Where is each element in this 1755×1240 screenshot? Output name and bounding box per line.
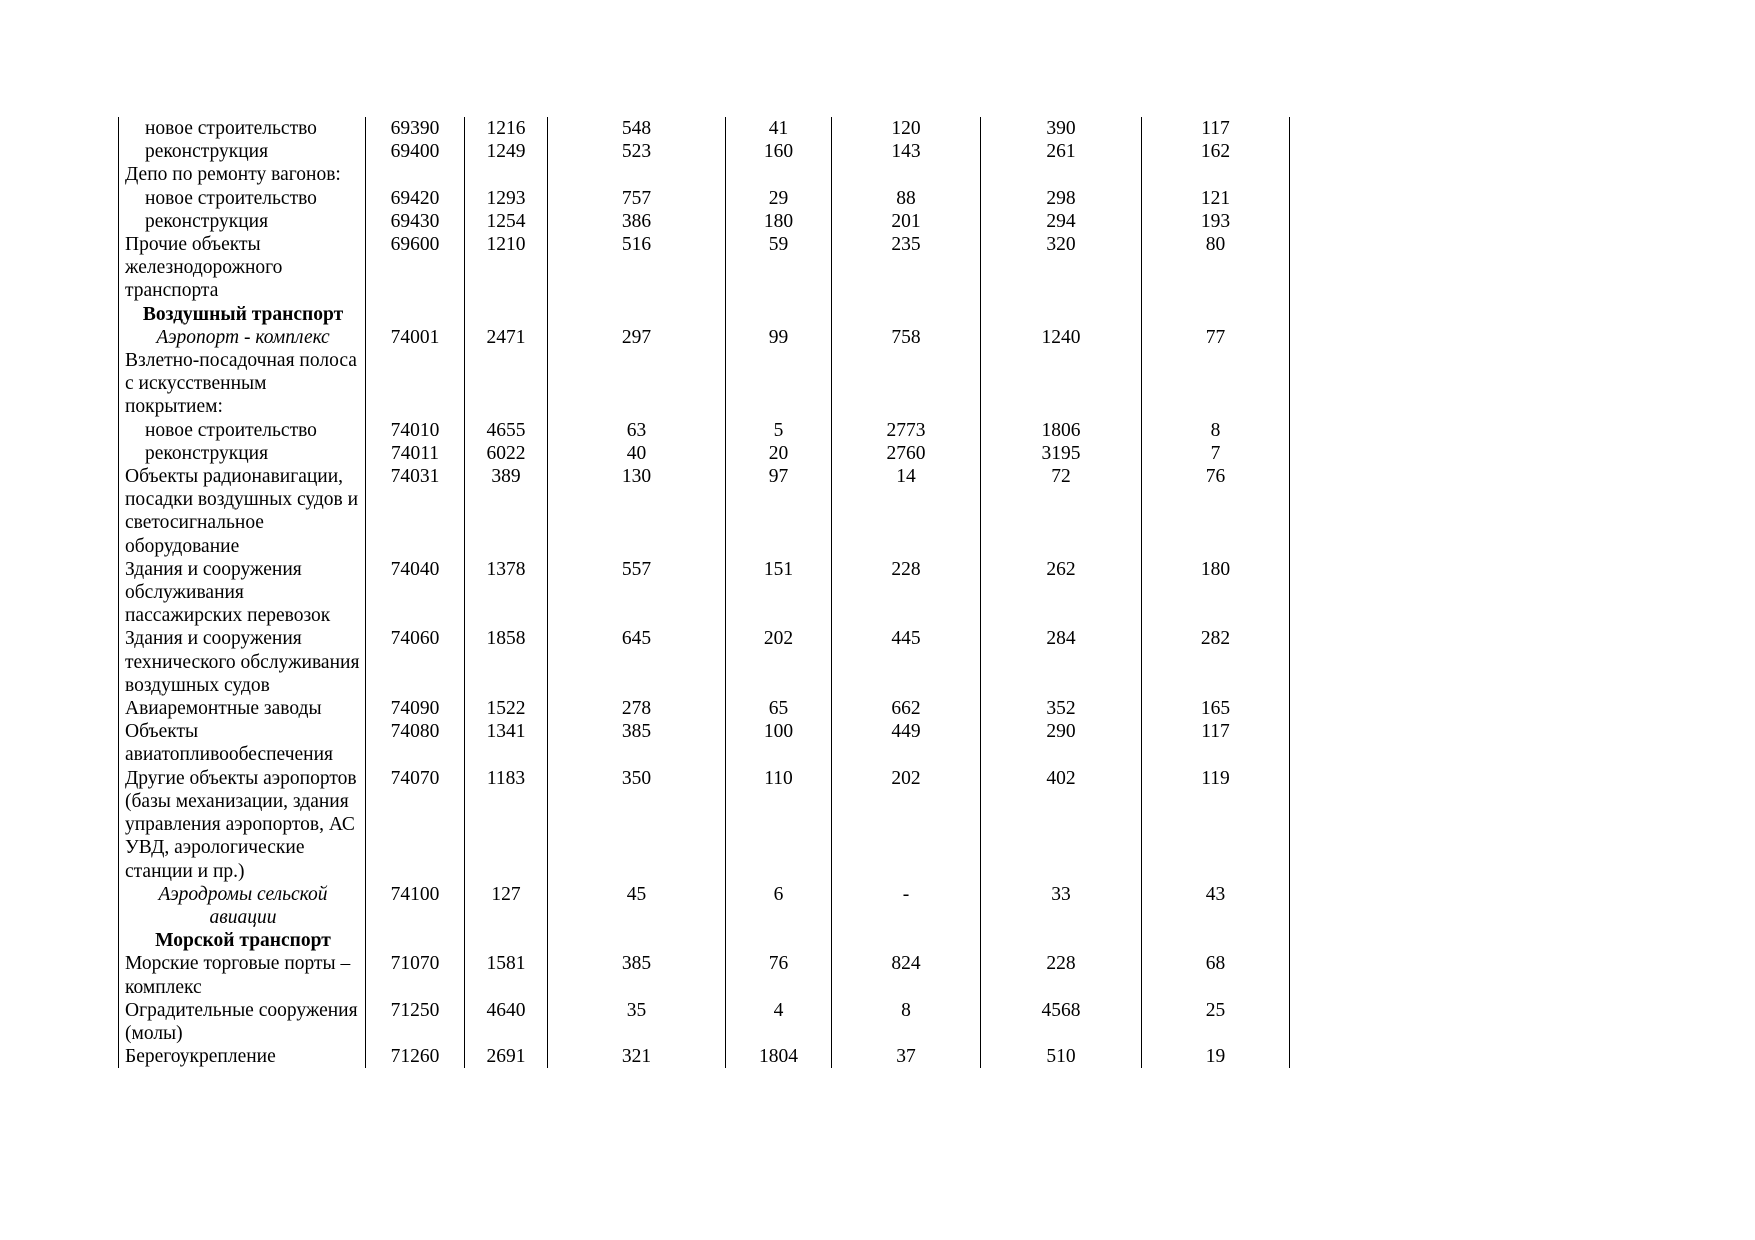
- table-row: [119, 999, 1292, 1045]
- value-cell: 180: [726, 210, 832, 233]
- value-cell: [1142, 929, 1290, 952]
- value-cell: 88: [832, 187, 981, 210]
- value-cell: 8: [1142, 419, 1290, 442]
- value-cell: 77: [1142, 326, 1290, 349]
- table-row: [119, 326, 1292, 349]
- table-row: [119, 952, 1292, 998]
- object-name-cell: Морские торговые порты – комплекс: [119, 952, 366, 998]
- value-cell: 97: [726, 465, 832, 558]
- value-cell: [366, 349, 465, 419]
- value-cell: 389: [465, 465, 548, 558]
- table-row: [119, 697, 1292, 720]
- value-cell: [465, 929, 548, 952]
- table-right-border: [1290, 233, 1292, 303]
- value-cell: 29: [726, 187, 832, 210]
- value-cell: 1581: [465, 952, 548, 998]
- value-cell: 557: [548, 558, 726, 628]
- value-cell: 69420: [366, 187, 465, 210]
- table-row: [119, 883, 1292, 929]
- value-cell: [366, 929, 465, 952]
- value-cell: [548, 349, 726, 419]
- value-cell: 523: [548, 140, 726, 163]
- value-cell: 294: [981, 210, 1142, 233]
- value-cell: 74080: [366, 720, 465, 766]
- value-cell: [465, 303, 548, 326]
- value-cell: 1858: [465, 627, 548, 697]
- value-cell: 69390: [366, 117, 465, 140]
- object-name-cell: Прочие объекты железнодорожного транспорта: [119, 233, 366, 303]
- value-cell: 76: [726, 952, 832, 998]
- object-name-cell: реконструкция: [119, 140, 366, 163]
- value-cell: 320: [981, 233, 1142, 303]
- value-cell: [465, 349, 548, 419]
- value-cell: 25: [1142, 999, 1290, 1045]
- table-row: [119, 558, 1292, 628]
- value-cell: 2471: [465, 326, 548, 349]
- value-cell: 74011: [366, 442, 465, 465]
- value-cell: 4655: [465, 419, 548, 442]
- table-row: [119, 929, 1292, 952]
- value-cell: [548, 929, 726, 952]
- value-cell: 72: [981, 465, 1142, 558]
- table-row: [119, 140, 1292, 163]
- value-cell: [981, 349, 1142, 419]
- value-cell: 386: [548, 210, 726, 233]
- object-name-cell: Авиаремонтные заводы: [119, 697, 366, 720]
- value-cell: [1142, 349, 1290, 419]
- table-right-border: [1290, 442, 1292, 465]
- value-cell: 1183: [465, 767, 548, 883]
- value-cell: 162: [1142, 140, 1290, 163]
- value-cell: 19: [1142, 1045, 1290, 1068]
- table-row: [119, 349, 1292, 419]
- value-cell: 385: [548, 952, 726, 998]
- object-name-cell: Объекты радионавигации, посадки воздушных судов и светосигнальное оборудование: [119, 465, 366, 558]
- object-name-cell: новое строительство: [119, 187, 366, 210]
- value-cell: 278: [548, 697, 726, 720]
- value-cell: 69430: [366, 210, 465, 233]
- value-cell: 14: [832, 465, 981, 558]
- value-cell: 6022: [465, 442, 548, 465]
- object-name-cell: Депо по ремонту вагонов:: [119, 163, 366, 186]
- value-cell: 110: [726, 767, 832, 883]
- table-row: [119, 627, 1292, 697]
- value-cell: 350: [548, 767, 726, 883]
- object-name-cell: новое строительство: [119, 419, 366, 442]
- table-body: [119, 117, 1292, 1068]
- value-cell: 65: [726, 697, 832, 720]
- table-right-border: [1290, 117, 1292, 140]
- value-cell: 390: [981, 117, 1142, 140]
- table-right-border: [1290, 767, 1292, 883]
- value-cell: 180: [1142, 558, 1290, 628]
- value-cell: 1522: [465, 697, 548, 720]
- value-cell: 99: [726, 326, 832, 349]
- value-cell: 41: [726, 117, 832, 140]
- value-cell: 71260: [366, 1045, 465, 1068]
- value-cell: [465, 163, 548, 186]
- value-cell: 193: [1142, 210, 1290, 233]
- value-cell: 297: [548, 326, 726, 349]
- value-cell: 40: [548, 442, 726, 465]
- section-heading: Воздушный транспорт: [119, 303, 366, 326]
- value-cell: [726, 163, 832, 186]
- table-right-border: [1290, 349, 1292, 419]
- value-cell: 1240: [981, 326, 1142, 349]
- value-cell: 1378: [465, 558, 548, 628]
- value-cell: 284: [981, 627, 1142, 697]
- value-cell: [366, 163, 465, 186]
- value-cell: 261: [981, 140, 1142, 163]
- value-cell: 321: [548, 1045, 726, 1068]
- table-right-border: [1290, 720, 1292, 766]
- value-cell: 160: [726, 140, 832, 163]
- section-heading: Морской транспорт: [119, 929, 366, 952]
- object-name-cell: Аэродромы сельской авиации: [119, 883, 366, 929]
- table-right-border: [1290, 952, 1292, 998]
- object-name-cell: Здания и сооружения обслуживания пассажирских перевозок: [119, 558, 366, 628]
- value-cell: 4: [726, 999, 832, 1045]
- value-cell: 127: [465, 883, 548, 929]
- value-cell: [726, 929, 832, 952]
- value-cell: 74010: [366, 419, 465, 442]
- table-right-border: [1290, 163, 1292, 186]
- value-cell: 262: [981, 558, 1142, 628]
- value-cell: 645: [548, 627, 726, 697]
- value-cell: 120: [832, 117, 981, 140]
- value-cell: [981, 303, 1142, 326]
- table-right-border: [1290, 929, 1292, 952]
- value-cell: [832, 349, 981, 419]
- value-cell: 71250: [366, 999, 465, 1045]
- value-cell: 121: [1142, 187, 1290, 210]
- value-cell: 1249: [465, 140, 548, 163]
- value-cell: 757: [548, 187, 726, 210]
- value-cell: 758: [832, 326, 981, 349]
- value-cell: 74040: [366, 558, 465, 628]
- table-row: [119, 117, 1292, 140]
- value-cell: 130: [548, 465, 726, 558]
- value-cell: 445: [832, 627, 981, 697]
- value-cell: 117: [1142, 720, 1290, 766]
- value-cell: [726, 349, 832, 419]
- table-row: [119, 465, 1292, 558]
- value-cell: [1142, 163, 1290, 186]
- value-cell: 33: [981, 883, 1142, 929]
- value-cell: 143: [832, 140, 981, 163]
- table-right-border: [1290, 465, 1292, 558]
- table-row: [119, 419, 1292, 442]
- value-cell: 5: [726, 419, 832, 442]
- object-name-cell: новое строительство: [119, 117, 366, 140]
- object-name-cell: реконструкция: [119, 210, 366, 233]
- value-cell: 1804: [726, 1045, 832, 1068]
- value-cell: 201: [832, 210, 981, 233]
- value-cell: 1254: [465, 210, 548, 233]
- value-cell: [832, 929, 981, 952]
- value-cell: 290: [981, 720, 1142, 766]
- value-cell: 662: [832, 697, 981, 720]
- value-cell: 69400: [366, 140, 465, 163]
- value-cell: 510: [981, 1045, 1142, 1068]
- value-cell: 119: [1142, 767, 1290, 883]
- value-cell: 298: [981, 187, 1142, 210]
- value-cell: 1210: [465, 233, 548, 303]
- value-cell: [366, 303, 465, 326]
- table-right-border: [1290, 999, 1292, 1045]
- value-cell: 69600: [366, 233, 465, 303]
- value-cell: 59: [726, 233, 832, 303]
- table-right-border: [1290, 627, 1292, 697]
- value-cell: 402: [981, 767, 1142, 883]
- value-cell: 8: [832, 999, 981, 1045]
- table-row: [119, 163, 1292, 186]
- table-row: [119, 1045, 1292, 1068]
- table-row: [119, 442, 1292, 465]
- table-right-border: [1290, 419, 1292, 442]
- value-cell: [832, 163, 981, 186]
- value-cell: [548, 303, 726, 326]
- value-cell: 71070: [366, 952, 465, 998]
- value-cell: 548: [548, 117, 726, 140]
- value-cell: 100: [726, 720, 832, 766]
- object-name-cell: Берегоукрепление: [119, 1045, 366, 1068]
- value-cell: 824: [832, 952, 981, 998]
- value-cell: 74031: [366, 465, 465, 558]
- value-cell: 449: [832, 720, 981, 766]
- value-cell: 76: [1142, 465, 1290, 558]
- value-cell: 4640: [465, 999, 548, 1045]
- cost-indicators-table: [118, 117, 1292, 1068]
- value-cell: 74070: [366, 767, 465, 883]
- value-cell: 7: [1142, 442, 1290, 465]
- table-row: [119, 210, 1292, 233]
- value-cell: 1293: [465, 187, 548, 210]
- value-cell: 74001: [366, 326, 465, 349]
- table-right-border: [1290, 558, 1292, 628]
- value-cell: -: [832, 883, 981, 929]
- object-name-cell: Здания и сооружения технического обслуживания воздушных судов: [119, 627, 366, 697]
- table-row: [119, 303, 1292, 326]
- value-cell: 228: [832, 558, 981, 628]
- value-cell: 202: [726, 627, 832, 697]
- value-cell: 282: [1142, 627, 1290, 697]
- value-cell: 45: [548, 883, 726, 929]
- value-cell: 4568: [981, 999, 1142, 1045]
- table-right-border: [1290, 697, 1292, 720]
- value-cell: [1142, 303, 1290, 326]
- value-cell: 68: [1142, 952, 1290, 998]
- table-row: [119, 233, 1292, 303]
- value-cell: 235: [832, 233, 981, 303]
- value-cell: 6: [726, 883, 832, 929]
- table-right-border: [1290, 210, 1292, 233]
- value-cell: [981, 163, 1142, 186]
- table-right-border: [1290, 303, 1292, 326]
- value-cell: 37: [832, 1045, 981, 1068]
- value-cell: 3195: [981, 442, 1142, 465]
- table-row: [119, 720, 1292, 766]
- value-cell: 2691: [465, 1045, 548, 1068]
- value-cell: 202: [832, 767, 981, 883]
- value-cell: 1216: [465, 117, 548, 140]
- table-right-border: [1290, 326, 1292, 349]
- object-name-cell: Аэропорт - комплекс: [119, 326, 366, 349]
- value-cell: 1341: [465, 720, 548, 766]
- value-cell: 43: [1142, 883, 1290, 929]
- value-cell: 74060: [366, 627, 465, 697]
- value-cell: 516: [548, 233, 726, 303]
- value-cell: 1806: [981, 419, 1142, 442]
- object-name-cell: Другие объекты аэропортов (базы механизации, здания управления аэропортов, АС УВД, аэрологические станции и пр.): [119, 767, 366, 883]
- value-cell: 151: [726, 558, 832, 628]
- value-cell: [981, 929, 1142, 952]
- value-cell: 74090: [366, 697, 465, 720]
- value-cell: [548, 163, 726, 186]
- value-cell: 35: [548, 999, 726, 1045]
- value-cell: [832, 303, 981, 326]
- value-cell: [726, 303, 832, 326]
- table-row: [119, 767, 1292, 883]
- table-right-border: [1290, 187, 1292, 210]
- value-cell: 117: [1142, 117, 1290, 140]
- value-cell: 74100: [366, 883, 465, 929]
- table-right-border: [1290, 1045, 1292, 1068]
- value-cell: 228: [981, 952, 1142, 998]
- value-cell: 165: [1142, 697, 1290, 720]
- value-cell: 63: [548, 419, 726, 442]
- value-cell: 385: [548, 720, 726, 766]
- object-name-cell: реконструкция: [119, 442, 366, 465]
- value-cell: 20: [726, 442, 832, 465]
- table-row: [119, 187, 1292, 210]
- object-name-cell: Объекты авиатопливообеспечения: [119, 720, 366, 766]
- table-right-border: [1290, 883, 1292, 929]
- value-cell: 80: [1142, 233, 1290, 303]
- object-name-cell: Оградительные сооружения (молы): [119, 999, 366, 1045]
- table-right-border: [1290, 140, 1292, 163]
- value-cell: 2773: [832, 419, 981, 442]
- object-name-cell: Взлетно-посадочная полоса с искусственным покрытием:: [119, 349, 366, 419]
- value-cell: 352: [981, 697, 1142, 720]
- value-cell: 2760: [832, 442, 981, 465]
